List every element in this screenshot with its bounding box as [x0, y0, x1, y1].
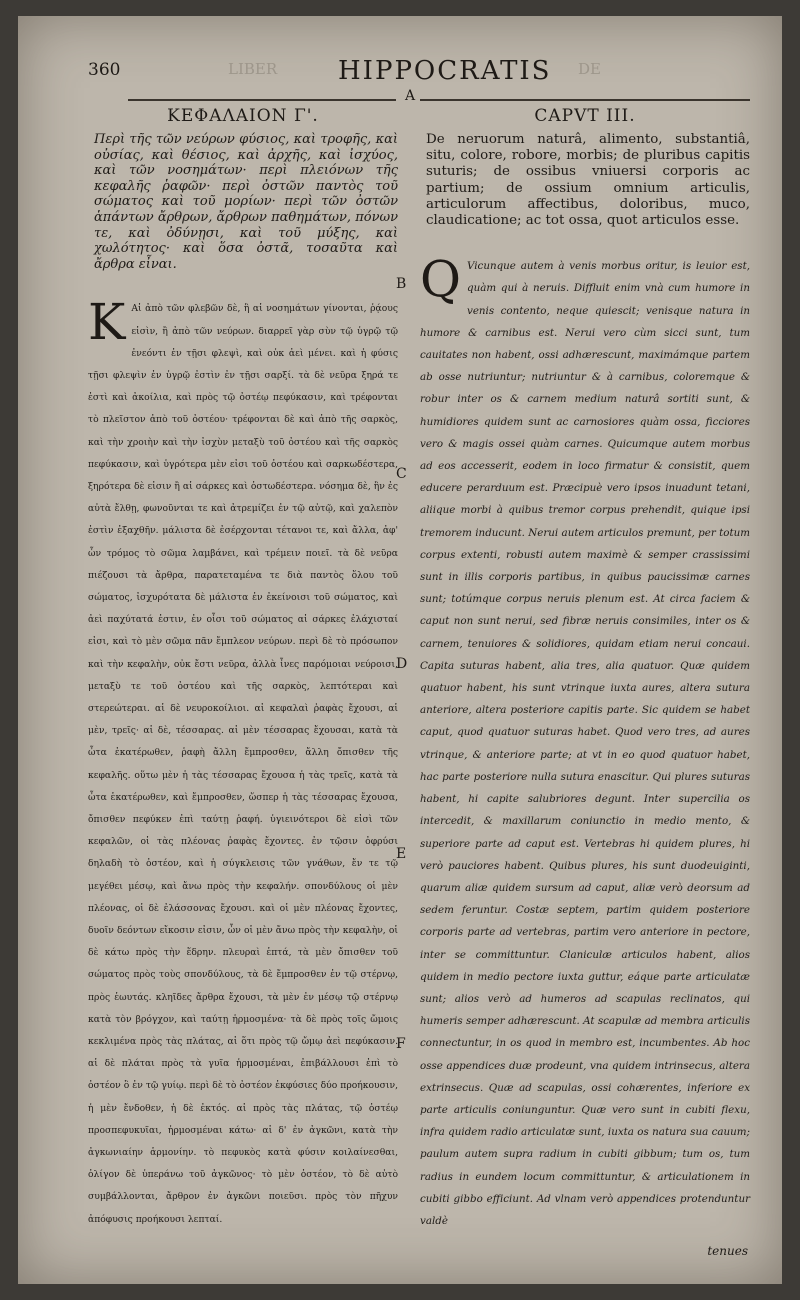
greek-drop-cap: Κ	[88, 293, 126, 352]
margin-letter-c: C	[396, 466, 407, 482]
latin-chapter-heading: CAPVT III.	[534, 106, 636, 126]
latin-body-text	[420, 250, 750, 1232]
header-rule-left	[128, 99, 396, 101]
margin-letter-e: E	[396, 846, 407, 862]
greek-chapter-summary: Περὶ τῆς τῶν νεύρων φύσιος, καὶ τροφῆς, καὶ οὐσίας, καὶ θέσιος, καὶ ἀρχῆς, καὶ ἰσχύος, καὶ τῶν νοσημάτων· περὶ πλειόνων τῆς κεφαλῆς ῥαφῶν· περὶ ὀστῶν παντὸς τοῦ σώματος καὶ τοῦ μορίων· περὶ τῶν ὀστῶν ἁπάντων ἄρθρων, ἄρθρων παθημάτων, πόνων τε, καὶ ὀδύνῃσι, καὶ τοῦ μύξης, καὶ χωλότητος· καὶ ὅσα ὀστᾶ, τοσαῦτα καὶ ἄρθρα εἶναι.	[94, 132, 398, 272]
greek-body-text	[88, 293, 398, 1231]
greek-chapter-heading: ΚΕΦΑΛΑΙΟΝ Γ'.	[167, 106, 319, 126]
margin-letter-d: D	[396, 656, 408, 672]
page-header	[18, 46, 782, 86]
margin-letter-f: F	[396, 1036, 406, 1052]
bleed-through-text-left: LIBER	[228, 60, 278, 78]
catchword: tenues	[707, 1244, 748, 1258]
latin-chapter-summary: De neruorum naturâ, alimento, substantiâ, situ, colore, robore, morbis; de pluribus capitis suturis; de ossibus vniuersi corporis ac partium; de ossium omnium articulis, articulorum affectibus, doloribus, muco, claudicatione; ac tot ossa, quot articulos esse.	[426, 132, 750, 229]
signature-mark: A	[405, 88, 416, 104]
page-number: 360	[88, 60, 121, 80]
book-page	[18, 16, 782, 1284]
bleed-through-text-right: DE	[578, 60, 601, 78]
latin-drop-cap: Q	[420, 250, 461, 309]
greek-paragraph: Αἱ ἀπὸ τῶν φλεβῶν δὲ, ἢ αἱ νοσημάτων γίνονται, ῥᾴους εἰσὶν, ἢ ἀπὸ τῶν νεύρων. διαρρεῖ γὰρ σὺν τῷ ὑγρῷ τῷ ἐνεόντι ἐν τῇσι φλεψὶ, καὶ οὐκ ἀεὶ μένει. καὶ ἡ φύσις τῇσι φλεψὶν ἐν ὑγρῷ ἐστὶν ἐν τῇσι σαρξί. τὰ δὲ νεῦρα ξηρά τε ἐστὶ καὶ ἀκοίλια, καὶ πρὸς τῷ ὀστέῳ πεφύκασιν, καὶ τρέφονται τὸ πλεῖστον ἀπὸ τοῦ ὀστέου· τρέφονται δὲ καὶ ἀπὸ τῆς σαρκὸς, καὶ τὴν χροιὴν καὶ τὴν ἰσχὺν μεταξὺ τοῦ ὀστέου καὶ τῆς σαρκὸς πεφύκασιν, καὶ ὑγρότερα μὲν εἰσι τοῦ ὀστέου καὶ σαρκωδέστερα, ξηρότερα δὲ εἰσιν ἢ αἱ σάρκες καὶ ὀστωδέστερα. νόσημα δὲ, ἢν ἐς αὐτὰ ἔλθῃ, φωνοῦνται τε καὶ ἀτρεμίζει ἐν τῷ αὐτῷ, καὶ χαλεπὸν ἐστὶν ἐξαχθῆν. μάλιστα δὲ ἐσέρχονται τέτανοι τε, καὶ ἄλλα, ἀφ' ὧν τρόμος τὸ σῶμα λαμβάνει, καὶ τρέμειν ποιεῖ. τὰ δὲ νεῦρα πιέζουσι τὰ ἄρθρα, παρατεταμένα τε διὰ παντὸς ὅλου τοῦ σώματος, ἰσχυρότατα δὲ μάλιστα ἐν ἐκείνοισι τοῦ σώματος, καὶ ἀεὶ παχύτατά ἐστιν, ἐν οἷσι τοῦ σώματος αἱ σάρκες ἐλάχισταί εἰσι, καὶ τὸ μὲν σῶμα πᾶν ἔμπλεον νεύρων. περὶ δὲ τὸ πρόσωπον καὶ τὴν κεφαλὴν, οὐκ ἔστι νεῦρα, ἀλλὰ ἶνες παρόμοιαι νεύροισι, μεταξὺ τε τοῦ ὀστέου καὶ τῆς σαρκὸς, λεπτότεραι καὶ στερεώτεραι. αἱ δὲ νευροκοίλιοι. αἱ κεφαλαὶ ῥαφὰς ἔχουσι, αἱ μὲν, τρεῖς· αἱ δὲ, τέσσαρας. αἱ μὲν τέσσαρας ἔχουσαι, κατὰ τὰ ὦτα ἑκατέρωθεν, ῥαφὴ ἄλλη ἔμπροσθεν, ἄλλη ὄπισθεν τῆς κεφαλῆς. οὕτω μὲν ἡ τὰς τέσσαρας ἔχουσα ἡ τὰς τρεῖς, κατὰ τὰ ὦτα ἑκατέρωθεν, καὶ ἔμπροσθεν, ὥσπερ ἡ τὰς τέσσαρας ἔχουσα, ὄπισθεν πεφύκεν ἐπὶ ταύτῃ ῥαφή. ὑγιεινότεροι δὲ εἰσὶ τῶν κεφαλῶν, οἱ τὰς πλέονας ῥαφὰς ἔχοντες. ἐν τῷσιν ὀφρύσι δηλαδὴ τὸ ὀστέον, καὶ ἡ σύγκλεισις τῶν γνάθων, ἔν τε τῷ μεγέθει μέσῳ, καὶ ἄνω πρὸς τὴν κεφαλήν. σπονδύλους οἱ μὲν πλέονας, οἱ δὲ ἐλάσσονας ἔχουσι. καὶ οἱ μὲν πλέονας ἔχοντες, δυοῖν δεόντων εἴκοσιν εἰσιν, ὧν οἱ μὲν ἄνω πρὸς τὴν κεφαλὴν, οἱ δὲ κάτω πρὸς τὴν ἕδρην. πλευραὶ ἑπτά, τὰ μὲν ὄπισθεν τοῦ σώματος πρὸς τοὺς σπονδύλους, τὰ δὲ ἔμπροσθεν ἐν τῷ στέρνῳ, πρὸς ἑωυτάς. κληῖδες ἄρθρα ἔχουσι, τὰ μὲν ἐν μέσῳ τῷ στέρνῳ κατὰ τὸν βρόγχον, καὶ ταύτῃ ἡρμοσμένα· τὰ δὲ πρὸς τοῖς ὤμοις κεκλιμένα πρὸς τὰς πλάτας, αἱ ὅτι πρὸς τῷ ὤμῳ ἀεὶ πεφύκασιν. αἱ δὲ πλάται πρὸς τὰ γυῖα ἡρμοσμέναι, ἐπιβάλλουσι ἐπὶ τὸ ὀστέον ὃ ἐν τῷ γυίῳ. περὶ δὲ τὸ ὀστέον ἐκφύσιες δύο προήκουσιν, ἡ μὲν ἔνδοθεν, ἡ δὲ ἐκτός. αἱ πρὸς τὰς πλάτας, τῷ ὀστέῳ προσπεφυκυῖαι, ἡρμοσμέναι κάτω· αἱ δ' ἐν ἀγκῶνι, κατὰ τὴν ἀγκωνιαίην ἁρμονίην. τὸ πεφυκὸς κατὰ φύσιν κοιλαίνεσθαι, ὀλίγον δὲ ὑπεράνω τοῦ ἀγκῶνος· τὸ μὲν ὀστέον, τὸ δὲ αὐτὸ συμβάλλονται, ἄρθρον ἐν ἀγκῶνι ποιεῦσι. πρὸς τὸν πῆχυν ἀπόφυσις προήκουσι λεπταί.	[88, 303, 398, 1225]
greek-column	[88, 106, 398, 1231]
header-rule-right	[420, 99, 750, 101]
margin-letter-b: B	[396, 276, 407, 292]
latin-column	[420, 106, 750, 1232]
running-title: HIPPOCRATIS	[338, 56, 552, 86]
latin-paragraph: Vicunque autem à venis morbus oritur, is leuior est, quàm qui à neruis. Diffluit enim vnà cum humore in venis contento, neque quiescit; venisque natura in humore & carnibus est. Nerui vero cùm sicci sunt, tum cauitates non habent, ossi adhærescunt, maximámque partem ab osse nutriuntur; nutriuntur & à carnibus, coloremque & robur inter os & carnem medium naturâ sortiti sunt, & humidiores quidem sunt ac carnosiores quàm ossa, ficciores vero & magis ossei quàm carnes. Quicumque autem morbus ad eos accesserit, eodem in loco firmatur & consistit, quem educere perarduum est. Præcipuè vero ipsos inuadunt tetani, aliique morbi à quibus tremor corpus prehendit, quique ipsi tremorem inducunt. Nerui autem articulos premunt, per totum corpus extenti, robusti autem maximè & semper crassissimi sunt in illis corporis partibus, in quibus paucissimæ carnes sunt; totúmque corpus neruis plenum est. At circa faciem & caput non sunt nerui, sed fibræ neruis consimiles, inter os & carnem, tenuiores & solidiores, quidam etiam nerui concaui. Capita suturas habent, alia tres, alia quatuor. Quæ quidem quatuor habent, his sunt vtrinque iuxta aures, altera sutura anteriore, altera posteriore capitis parte. Sic quidem se habet caput, quod quatuor suturas habet. Quod vero tres, ad aures vtrinque, & anteriore parte; at vt in eo quod quatuor habet, hac parte posteriore nulla sutura enascitur. Qui plures suturas habent, hi capite salubriores degunt. Inter supercilia os intercedit, & maxillarum coniunctio in medio mento, & superiore parte ad caput est. Vertebras hi quidem plures, hi verò pauciores habent. Quibus plures, his sunt duodeuiginti, quarum aliæ quidem sursum ad caput, aliæ verò deorsum ad sedem feruntur. Costæ septem, partim quidem posteriore corporis parte ad vertebras, partim vero anteriore in pectore, inter se committuntur. Claniculæ articulos habent, alios quidem in medio pectore iuxta guttur, eáque parte articulatæ sunt; alios verò ad humeros ad scapulas reclinatos, qui humeris semper adhærescunt. At scapulæ ad membra articulis connectuntur, in os quod in membro est, incumbentes. Ab hoc osse appendices duæ prodeunt, vna quidem intrinsecus, altera extrinsecus. Quæ ad scapulas, ossi cohærentes, inferiore ex parte articulis coniunguntur. Quæ vero sunt in cubiti flexu, infra quidem radio articulatæ sunt, iuxta os natura sua cauum; paulum autem supra radium in cubiti gibbum; tum os, tum radius in eundem locum committuntur, & articulationem in cubiti gibbo efficiunt. Ad vlnam verò appendices protenduntur valdè	[420, 260, 750, 1227]
